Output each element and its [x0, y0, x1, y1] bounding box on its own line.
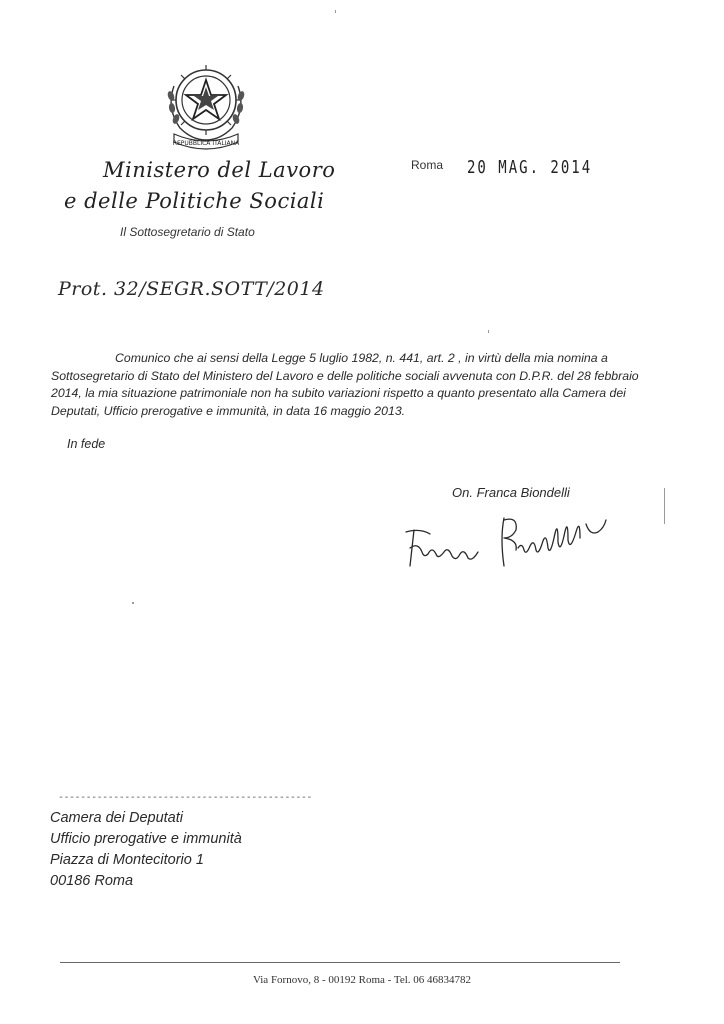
scan-mark [488, 330, 489, 333]
date-place: Roma [411, 158, 444, 172]
signer-name: On. Franca Biondelli [452, 485, 570, 500]
address-separator: ---------------------------------------------- [58, 792, 312, 803]
office-subtitle: Il Sottosegretario di Stato [120, 225, 255, 239]
footer-divider [60, 962, 620, 963]
address-line: Ufficio prerogative e immunità [50, 831, 242, 847]
recipient-address [50, 808, 242, 892]
address-line: Camera dei Deputati [50, 810, 183, 826]
scan-mark [664, 488, 665, 524]
italian-republic-emblem-icon [160, 56, 252, 152]
emblem-ribbon-text: REPUBBLICA ITALIANA [172, 140, 240, 147]
footer-contact: Via Fornovo, 8 - 00192 Roma - Tel. 06 46834782 [252, 974, 472, 986]
address-line: 00186 Roma [50, 873, 134, 889]
address-line: Piazza di Montecitorio 1 [50, 852, 204, 868]
scan-mark [335, 10, 336, 13]
ministry-name-line2: e delle Politiche Sociali [64, 189, 325, 213]
date-stamp: 20 MAG. 2014 [467, 158, 593, 178]
scan-mark [132, 602, 134, 604]
ministry-name-line1: Ministero del Lavoro [103, 158, 336, 182]
closing: In fede [67, 437, 106, 451]
letter-body: Comunico che ai sensi della Legge 5 luglio 1982, n. 441, art. 2 , in virtù della mia nomina a Sottosegretario di Stato del Ministero del Lavoro e delle politiche sociali avvenuta con D.P.R. del 28 febbraio 2014, la mia situazione patrimoniale non ha subito variazioni rispetto a quanto presentato alla Camera dei Deputati, Ufficio prerogative e immunità, in data 16 maggio 2013. [51, 351, 639, 418]
handwritten-signature-icon [400, 508, 625, 580]
protocol-number: Prot. 32/SEGR.SOTT/2014 [58, 278, 325, 300]
